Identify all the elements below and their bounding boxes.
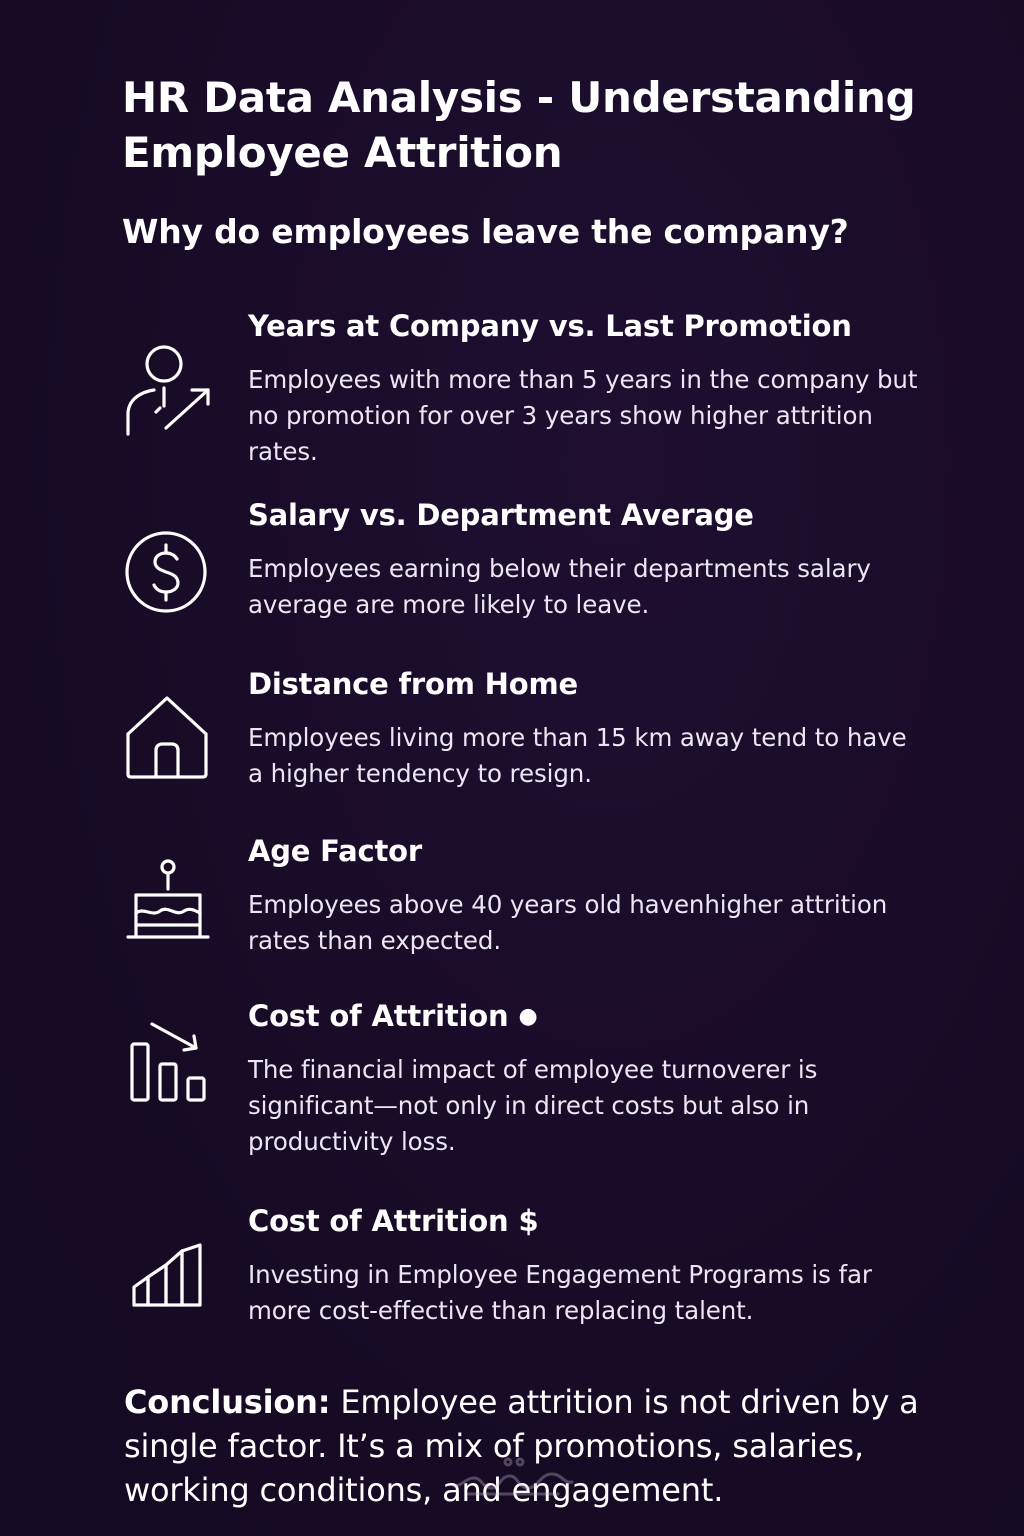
person-growth-icon	[120, 344, 214, 438]
declining-bar-chart-icon	[120, 1016, 214, 1110]
page-title: HR Data Analysis - Understanding Employee Attrition	[122, 73, 916, 177]
mostaql-logo-watermark	[448, 1448, 578, 1508]
factor-heading: Distance from Home	[248, 667, 578, 701]
factor-heading	[248, 1203, 538, 1239]
factor-text: Employees above 40 years old havenhigher attrition rates than expected.	[248, 890, 888, 955]
gear-badge-icon: ●	[518, 1004, 538, 1029]
factor-heading: Age Factor	[248, 834, 422, 868]
birthday-cake-icon	[120, 855, 214, 949]
factor-heading: Years at Company vs. Last Promotion	[248, 309, 852, 343]
factor-heading: Salary vs. Department Average	[248, 498, 754, 532]
page-subtitle: Why do employees leave the company?	[122, 212, 849, 251]
conclusion-text: Employee attrition is not driven by a single factor. It’s a mix of promotions, salaries, working conditions, and engagement.	[124, 1383, 919, 1509]
factor-heading-text: Cost of Attrition	[248, 1204, 509, 1238]
factor-text: Employees living more than 15 km away tend to have a higher tendency to resign.	[248, 723, 907, 788]
dollar-circle-icon	[120, 527, 214, 621]
factor-text: Investing in Employee Engagement Programs is far more cost-effective than replacing talent.	[248, 1260, 872, 1325]
factor-text: Employees with more than 5 years in the company but no promotion for over 3 years show higher attrition rates.	[248, 365, 918, 466]
factor-text: Employees earning below their departments salary average are more likely to leave.	[248, 554, 871, 619]
house-icon	[120, 692, 214, 786]
dollar-sign-icon: $	[518, 1204, 539, 1238]
conclusion-label: Conclusion:	[124, 1383, 331, 1421]
rising-steps-chart-icon	[120, 1237, 214, 1331]
factor-heading	[248, 998, 537, 1035]
factor-heading-text: Cost of Attrition	[248, 999, 509, 1033]
factor-text: The financial impact of employee turnoverer is significant—not only in direct costs but also in productivity loss.	[248, 1055, 818, 1156]
